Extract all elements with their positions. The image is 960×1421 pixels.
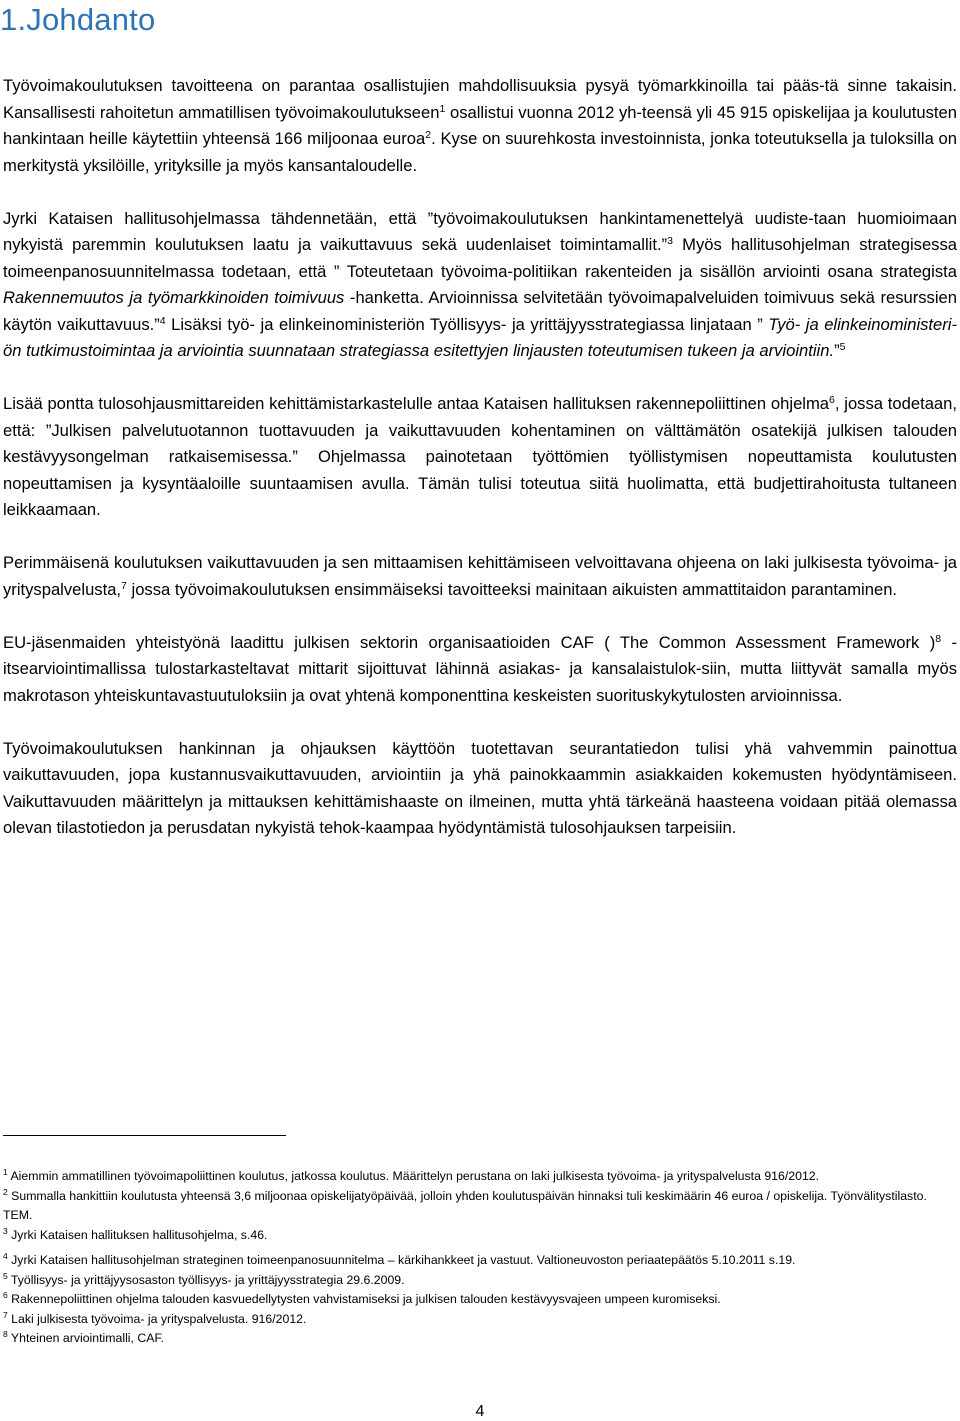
text-run: Perimmäisenä koulutuksen vaikuttavuuden ja sen mittaamisen kehittämiseen velvoittavana ohjeena on laki julkisesta työvoima- ja yrityspalvelusta,: [3, 553, 957, 599]
italic-run: Rakennemuutos ja työmarkkinoiden toimivuus: [3, 288, 345, 307]
footnote-ref-6: 6: [829, 394, 835, 406]
paragraph-3: [3, 391, 957, 524]
footnote-ref-5: 5: [839, 341, 846, 353]
footnote-number: 4: [3, 1251, 8, 1261]
text-run: , jossa todetaan, että: ”Julkisen palvelutuotannon tuottavuuden ja vaikuttavuuden kohentaminen on välttämätön osatekijä julkisen talouden kestävyysongelman ratkaisemisessa.” Ohjelmassa painotetaan työttömien työllistymisen nopeuttamista koulutusten nopeuttamisen ja kysyntäaloille suuntaamisen avulla. Tämän tulisi toteutua siitä huolimatta, että budjettirahoitusta tultaneen leikkaamaan.: [3, 394, 957, 519]
footnote-text: Aiemmin ammatillinen työvoimapoliittinen koulutus, jatkossa koulutus. Määrittelyn perustana on laki julkisesta työvoima- ja yrityspalvelusta 916/2012.: [7, 1169, 820, 1183]
footnotes: [3, 1167, 957, 1349]
footnote-number: 2: [3, 1186, 8, 1197]
footnote-number: 3: [3, 1225, 8, 1236]
text-run: Lisää pontta tulosohjausmittareiden kehittämistarkastelulle antaa Kataisen hallituksen rakennepoliittinen ohjelma: [3, 394, 830, 413]
text-run: ”: [834, 341, 840, 360]
text-run: Työvoimakoulutuksen hankinnan ja ohjauksen käyttöön tuotettavan seurantatiedon tulisi yhä vahvemmin painottua vaikuttavuuden, jopa kustannusvaikuttavuuden, arviointiin ja yhä painokkaammin asiakkaiden kokemusten hyödyntämiseen. Vaikuttavuuden määrittelyn ja mittauksen kehittämishaaste on ilmeinen, mutta yhtä tärkeänä haasteena voidaan pitää olemassa olevan tilastotiedon ja perusdatan nykyistä tehok-kaampaa hyödyntämistä tulosohjauksen tarpeisiin.: [3, 738, 957, 837]
text-run: osallistui vuonna 2012 yh-teensä yli 45 915 opiskelijaa ja koulutusten hankintaan heille käytettiin yhteensä 166 miljoonaa euroa: [3, 102, 957, 148]
italic-run: Työ- ja elinkeinoministeri-ön tutkimustoimintaa ja arviointia suunnataan strategiassa esitettyjen linjausten toteutumisen tukeen ja arviointiin.: [3, 314, 957, 360]
footnote-text: Summalla hankittiin koulutusta yhteensä 3,6 miljoonaa opiskelijatyöpäivää, jolloin yhden koulutuspäivän hinnaksi tuli keskimäärin 46 euroa / opiskelija. Työnvälitystilasto. TEM.: [3, 1188, 927, 1222]
footnote-ref-7: 7: [121, 579, 127, 592]
footnote-2: [3, 1187, 957, 1226]
paragraph-1: [3, 73, 957, 179]
text-run: Myös hallitusohjelman strategisessa toimeenpanosuunnitelmassa todetaan, että ” Toteutetaan työvoima-politiikan rakenteiden ja sisällön arviointi osana strategista: [3, 235, 958, 281]
footnote-text: Laki julkisesta työvoima- ja yrityspalvelusta. 916/2012.: [7, 1311, 307, 1326]
paragraph-4: [3, 550, 957, 603]
body-text: [3, 73, 957, 868]
footnote-5: [3, 1271, 957, 1291]
text-run: jossa työvoimakoulutuksen ensimmäiseksi tavoitteeksi mainitaan aikuisten ammattitaidon parantaminen.: [126, 579, 898, 599]
footnote-ref-2: 2: [425, 129, 432, 141]
footnote-8: [3, 1329, 957, 1349]
footnote-text: Rakennepoliittinen ohjelma talouden kasvuedellytysten vahvistamiseksi ja julkisen talouden kestävyysvajeen umpeen kuromiseksi.: [7, 1292, 721, 1306]
footnote-3: [3, 1226, 957, 1246]
footnote-text: Yhteinen arviointimalli, CAF.: [7, 1331, 165, 1345]
heading-title: Johdanto: [26, 2, 156, 37]
text-run: -itsearviointimallissa tulostarkasteltavat mittarit sijoittuvat lähinnä asiakas- ja kansalaistulok-siin, mutta liittyvät samalla myös makrotason yhteiskuntavastuutuloksiin ja ovat yhtenä komponenttina keskeisten suorituskykytulosten arvioinnissa.: [3, 632, 958, 705]
footnote-number: 8: [3, 1329, 8, 1339]
footnote-ref-3: 3: [667, 235, 673, 247]
text-run: Työvoimakoulutuksen tavoitteena on parantaa osallistujien mahdollisuuksia pysyä työmarkkinoilla tai pääs-tä sinne takaisin. Kansallisesti rahoitetun ammatillisen työvoimakoulutukseen: [3, 76, 957, 122]
footnote-text: Työllisyys- ja yrittäjyysosaston työllisyys- ja yrittäjyysstrategia 29.6.2009.: [7, 1272, 405, 1287]
footnote-number: 5: [3, 1270, 8, 1281]
footnote-number: 1: [3, 1167, 8, 1177]
page-number: 4: [475, 1403, 485, 1420]
heading-number: 1.: [0, 2, 27, 37]
text-run: EU-jäsenmaiden yhteistyönä laadittu julkisen sektorin organisaatioiden CAF ( The Common Assessment Framework ): [3, 632, 936, 652]
footnote-separator: [3, 1135, 286, 1136]
footnote-ref-1: 1: [439, 102, 446, 115]
paragraph-2: [3, 206, 957, 365]
footnote-number: 7: [3, 1309, 8, 1320]
footnote-4: [3, 1251, 957, 1271]
paragraph-6: [3, 736, 957, 842]
text-run: . Kyse on suurehkosta investoinnista, jonka toteutuksella ja tuloksilla on merkitystä yksilöille, yrityksille ja myös kansantaloudelle.: [3, 129, 957, 175]
section-heading: [0, 0, 155, 40]
text-run: Jyrki Kataisen hallitusohjelmassa tähdennetään, että ”työvoimakoulutuksen hankintamenettelyä uudiste-taan huomioimaan nykyistä paremmin koulutuksen laatu ja vaikuttavuus sekä uudenlaiset toimintamallit.”: [3, 208, 957, 254]
text-run: -hanketta. Arvioinnissa selvitetään työvoimapalveluiden toimivuus sekä resurssien käytön vaikuttavuus.”: [3, 288, 957, 334]
text-run: Lisäksi työ- ja elinkeinoministeriön Työllisyys- ja yrittäjyysstrategiassa linjataan ”: [165, 314, 769, 334]
footnote-ref-4: 4: [159, 314, 166, 327]
footnote-text: Jyrki Kataisen hallitusohjelman strateginen toimeenpanosuunnitelma – kärkihankkeet ja vastuut. Valtioneuvoston periaatepäätös 5.10.2011 s.19.: [7, 1253, 796, 1267]
footnote-ref-8: 8: [935, 632, 942, 645]
footnote-6: [3, 1290, 957, 1310]
footnote-7: [3, 1310, 957, 1330]
footnote-1: [3, 1167, 957, 1187]
footnote-number: 6: [3, 1290, 8, 1300]
paragraph-5: [3, 630, 957, 710]
footnote-text: Jyrki Kataisen hallituksen hallitusohjelma, s.46.: [7, 1227, 268, 1242]
